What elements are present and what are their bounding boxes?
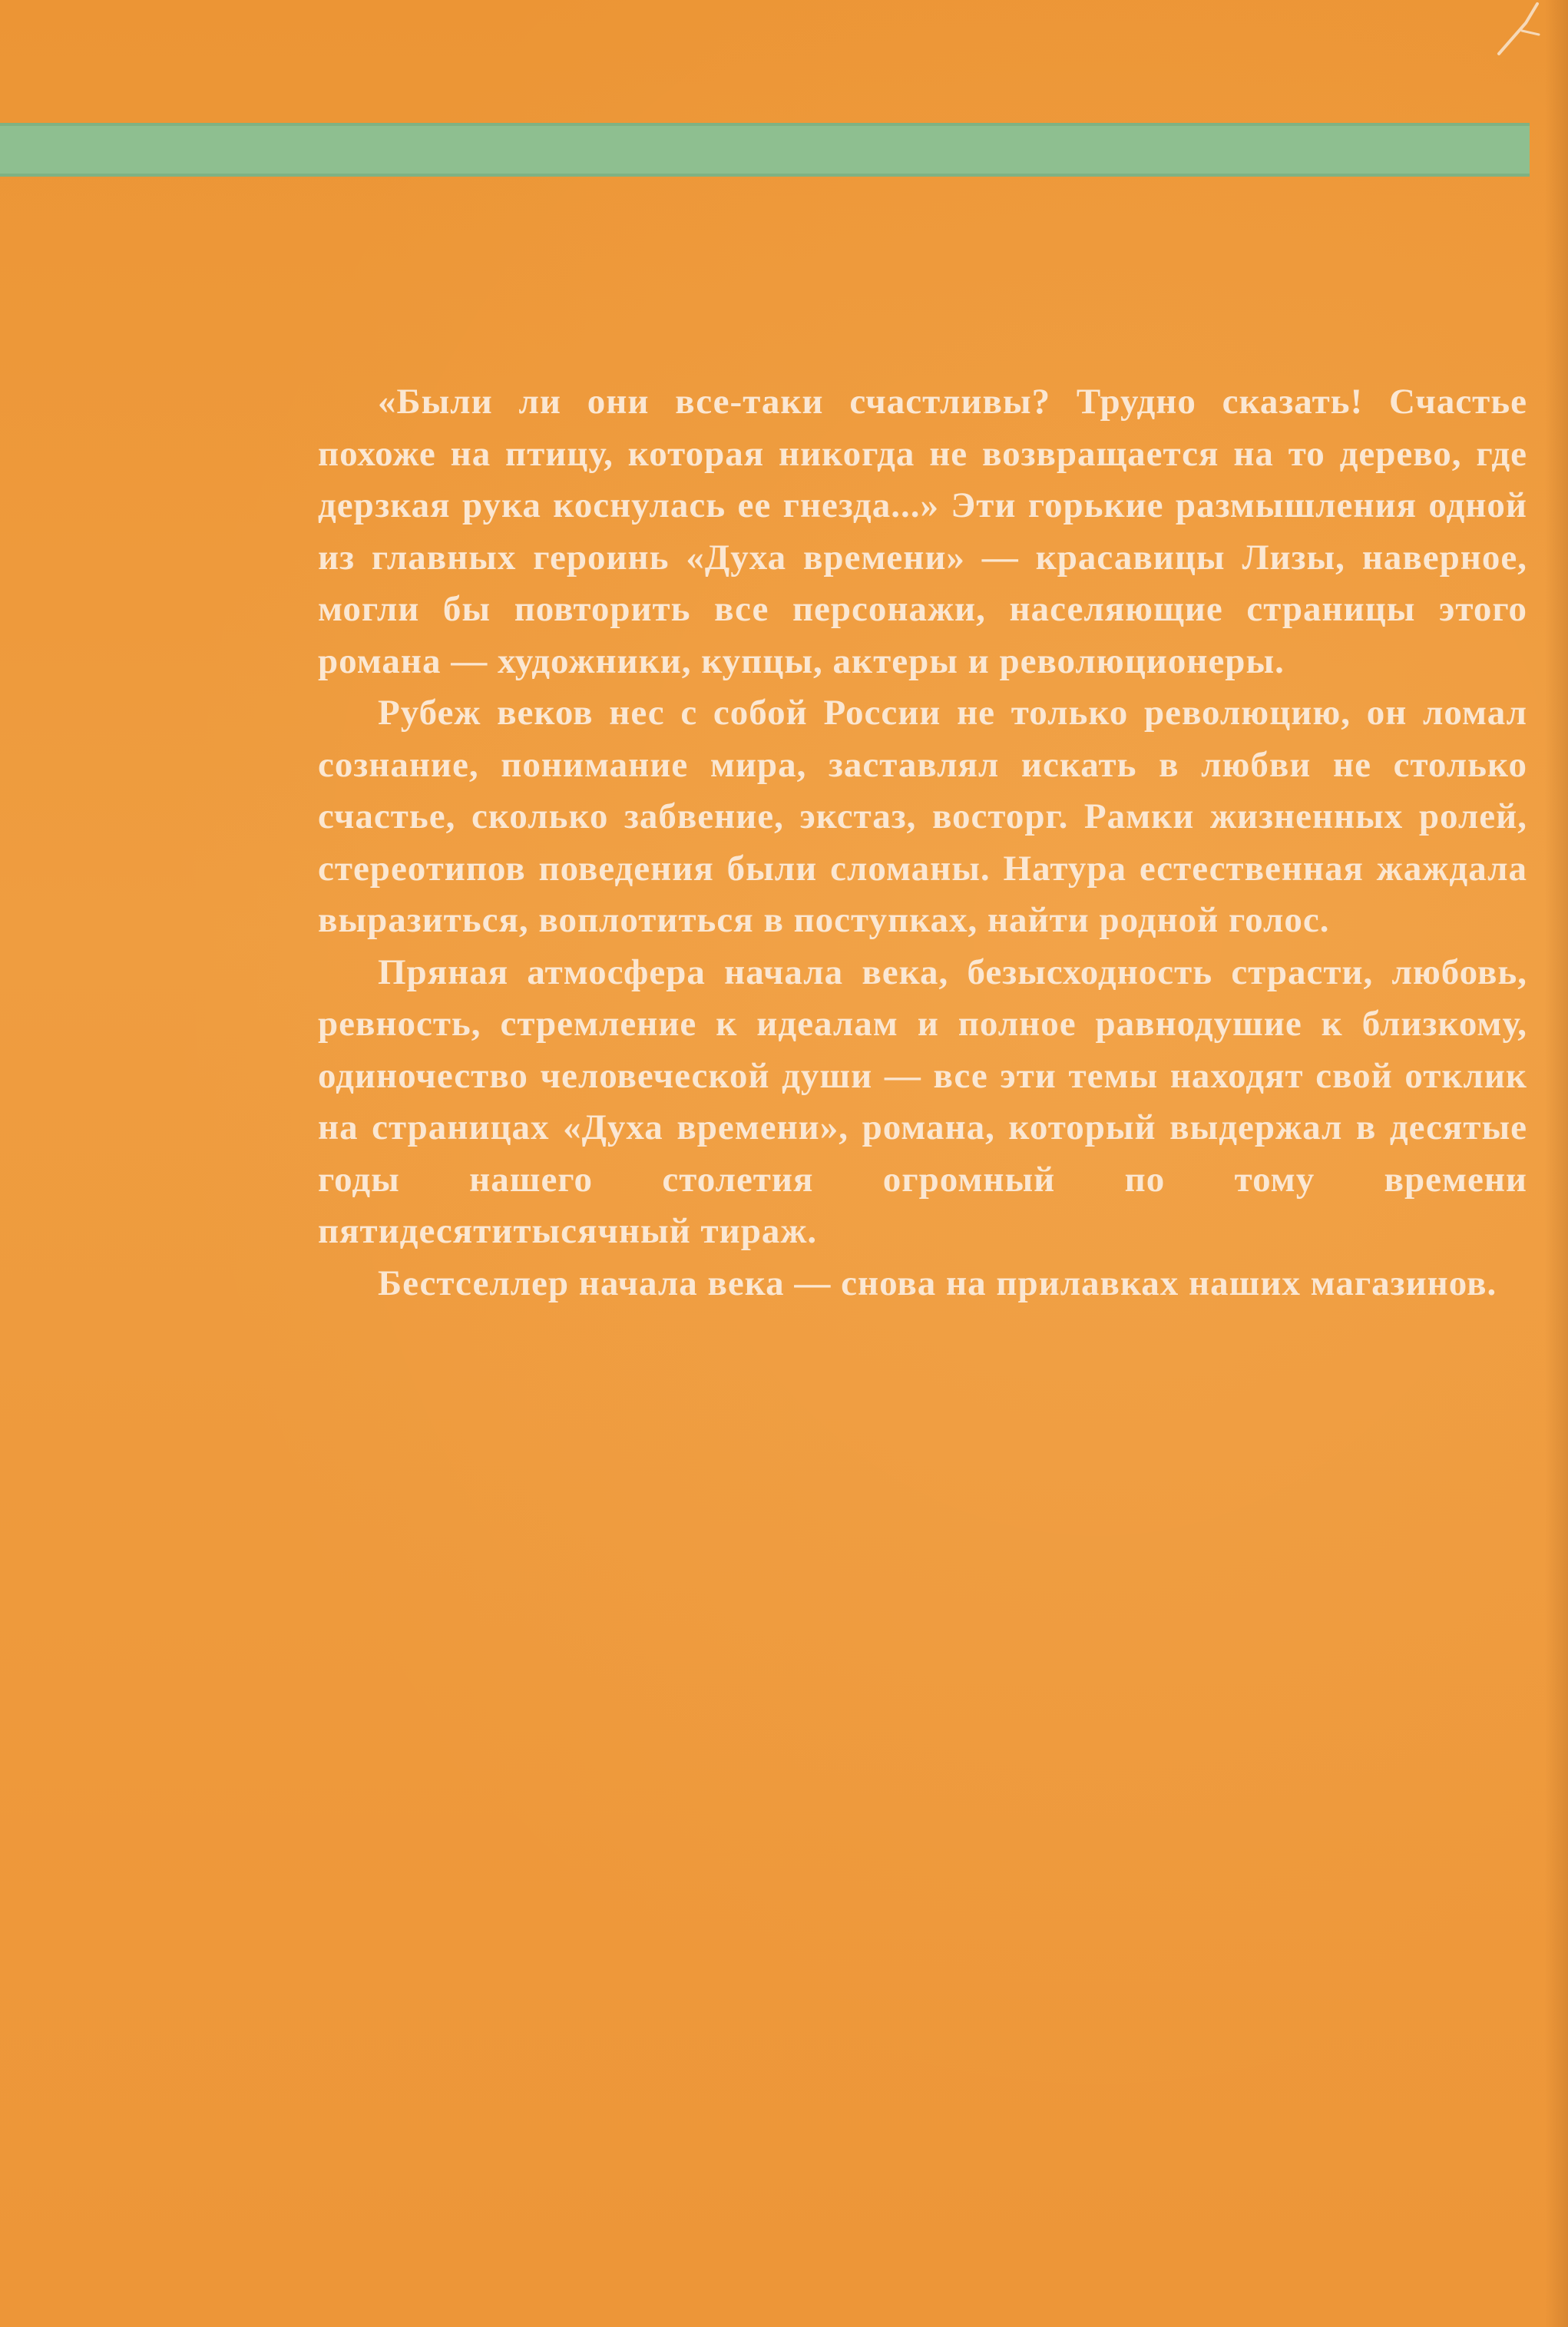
blurb-paragraph-2: Рубеж веков нес с собой России не только революцию, он ломал сознание, понимание мира, заставлял искать в любви не столько счастье, сколько забвение, экстаз, восторг. Рамки жизненных ролей, стереотипов поведения были сломаны. Натура естественная жаждала выразиться, воплотиться в поступках, найти родной голос. (318, 693, 1527, 940)
green-stripe (0, 123, 1530, 177)
blurb-text (318, 376, 1527, 1309)
blurb-paragraph-3: Пряная атмосфера начала века, безысходность страсти, любовь, ревность, стремление к идеалам и полное равнодушие к близкому, одиночество человеческой души — все эти темы находят свой отклик на страницах «Духа времени», романа, который выдержал в десятые годы нашего столетия огромный по тому времени пятидесятитысячный тираж. (318, 952, 1527, 1251)
blurb-paragraph-1: «Были ли они все-таки счастливы? Трудно сказать! Счастье похоже на птицу, которая никогда не возвращается на то дерево, где дерзкая рука коснулась ее гнезда...» Эти горькие размышления одной из главных героинь «Духа времени» — красавицы Лизы, наверное, могли бы повторить все персонажи, населяющие страницы этого романа — художники, купцы, актеры и революционеры. (318, 382, 1527, 681)
blurb-paragraph-4: Бестселлер начала века — снова на прилавках наших магазинов. (378, 1263, 1497, 1303)
corner-scratch-icon (1491, 0, 1545, 61)
